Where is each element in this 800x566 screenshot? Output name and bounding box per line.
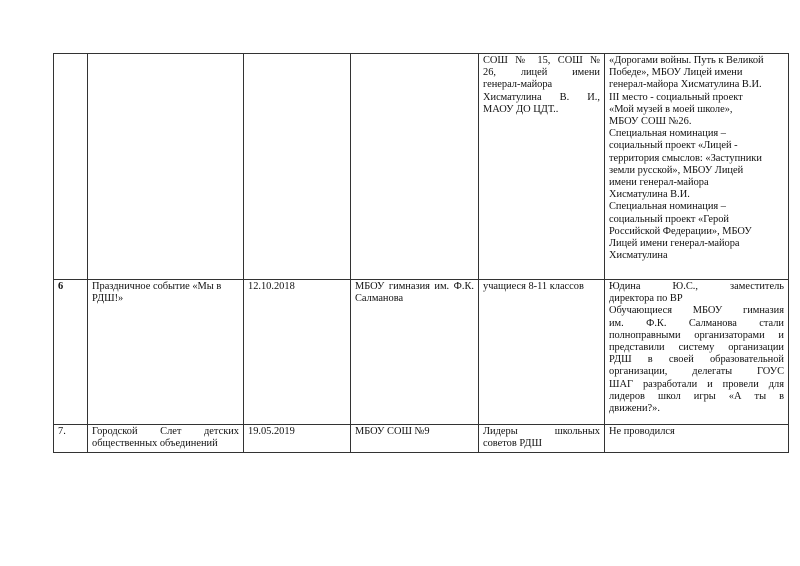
- text-line: движени?».: [609, 403, 660, 415]
- text-line: Специальная номинация –: [609, 201, 726, 213]
- text-line: социальный проект «Герой: [609, 213, 729, 225]
- text-line: полноправными организаторами и: [609, 329, 784, 341]
- text-line: земли русской», МБОУ Лицей: [609, 164, 744, 176]
- text-line: РДШ в своей образовательной: [609, 354, 784, 366]
- text-line: ШАГ разработали и провели для: [609, 378, 784, 390]
- cell-event: [88, 54, 244, 280]
- text-line: имени генерал-майора: [609, 177, 709, 189]
- cell-result: Не проводился: [605, 425, 789, 453]
- text-line: МБОУ СОШ №26.: [609, 116, 692, 128]
- text-line: Юдина Ю.С., заместитель: [609, 281, 784, 292]
- text-line: территория смыслов: «Заступники: [609, 152, 762, 164]
- text-line: организации, делегаты ГОУС: [609, 366, 784, 378]
- text-line: лидеров школ игры «А ты в: [609, 390, 784, 402]
- text-line: Хисматулина: [609, 250, 668, 262]
- cell-participants: [479, 54, 605, 280]
- table-row: [54, 280, 789, 425]
- cell-participants: учащиеся 8-11 классов: [479, 280, 605, 425]
- text-line: социальный проект «Лицей -: [609, 140, 738, 152]
- text-line: Хисматулина В. И.,: [483, 91, 600, 103]
- text-line: Обучающиеся МБОУ гимназия: [609, 305, 784, 317]
- cell-num: [54, 54, 88, 280]
- cell-date: 12.10.2018: [244, 280, 351, 425]
- cell-result: [605, 280, 789, 425]
- text-line: Лицей имени генерал-майора: [609, 238, 740, 250]
- cell-place: МБОУ СОШ №9: [351, 425, 479, 453]
- cell-place: МБОУ гимназия им. Ф.К. Салманова: [351, 280, 479, 425]
- text-line: «Мой музей в моей школе»,: [609, 103, 733, 115]
- text-line: Хисматулина В.И.: [609, 189, 690, 201]
- events-table: [53, 53, 789, 453]
- cell-event: Праздничное событие «Мы в РДШ!»: [88, 280, 244, 425]
- table-row: [54, 54, 789, 280]
- text-line: им. Ф.К. Салманова стали: [609, 317, 784, 329]
- text-line: МАОУ ДО ЦДТ..: [483, 103, 559, 115]
- cell-date: 19.05.2019: [244, 425, 351, 453]
- text-line: генерал-майора Хисматулина В.И.: [609, 79, 762, 91]
- text-line: Российской Федерации», МБОУ: [609, 225, 752, 237]
- text-line: 26, лицей имени: [483, 67, 600, 79]
- cell-participants: Лидеры школьных советов РДШ: [479, 425, 605, 453]
- table-row: [54, 425, 789, 453]
- cell-num: 7.: [54, 425, 88, 453]
- cell-num: 6: [54, 280, 88, 425]
- cell-place: [351, 54, 479, 280]
- text-line: представили систему организации: [609, 342, 784, 354]
- cell-date: [244, 54, 351, 280]
- text-line: III место - социальный проект: [609, 91, 743, 103]
- text-line: директора по ВР: [609, 293, 683, 305]
- text-line: «Дорогами войны. Путь к Великой: [609, 55, 764, 66]
- cell-event: Городской Слет детских общественных объединений: [88, 425, 244, 453]
- text-line: Специальная номинация –: [609, 128, 726, 140]
- text-line: Победе», МБОУ Лицей имени: [609, 67, 743, 79]
- text-line: генерал-майора: [483, 79, 553, 91]
- cell-result: [605, 54, 789, 280]
- text-line: СОШ № 15, СОШ №: [483, 55, 600, 66]
